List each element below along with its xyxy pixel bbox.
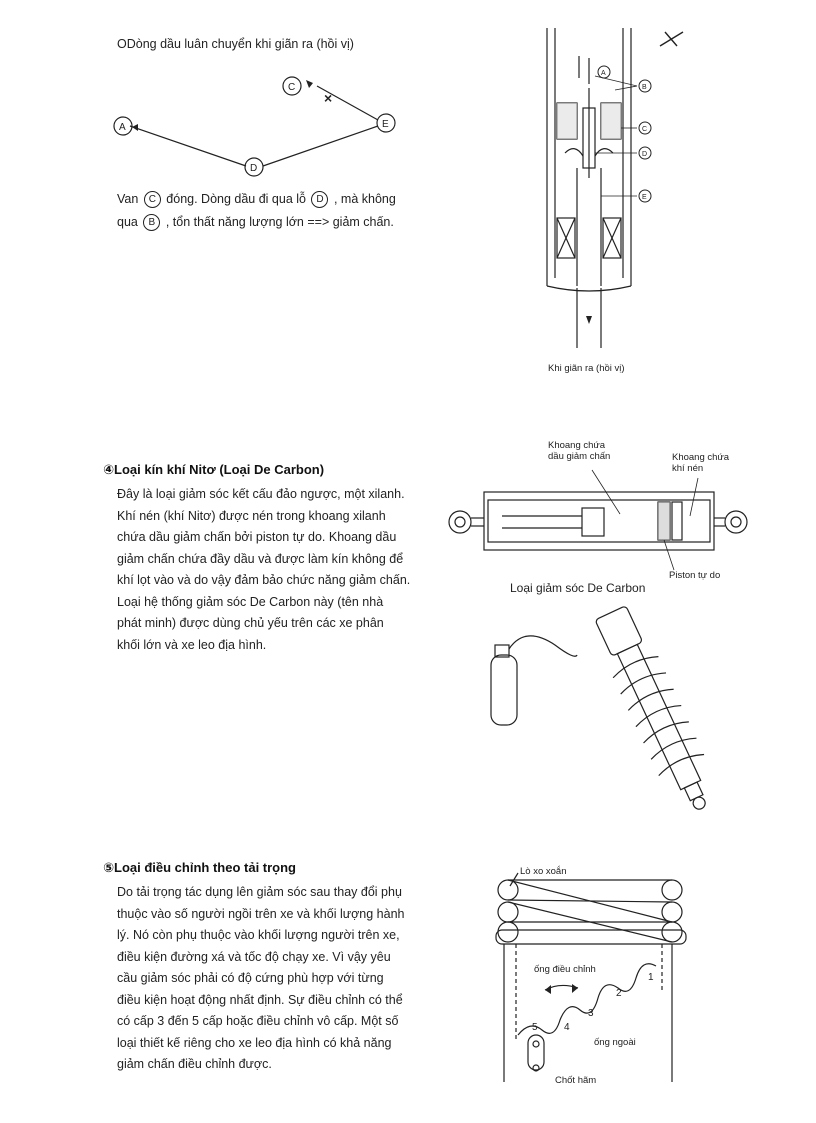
section-5-heading: ⑤Loại điều chỉnh theo tải trọng	[103, 860, 297, 875]
section-5-body	[117, 882, 437, 1076]
adjust-step-3: 3	[588, 1008, 594, 1019]
part-label-b: B	[642, 84, 647, 91]
rebound-title: ODòng dầu luân chuyển khi giãn ra (hồi vị)	[117, 37, 354, 51]
part-label-c: C	[642, 126, 648, 133]
section-4-line: Loại hệ thống giảm sóc De Carbon này (tên nhà	[117, 594, 384, 609]
section-4-line: Đây là loại giảm sóc kết cấu đảo ngược, một xilanh.	[117, 487, 405, 501]
section-4-line: phát minh) được dùng chủ yếu trên các xe phân	[117, 616, 384, 630]
section-5-line: điều kiện hoạt động nhất định. Sự điều chỉnh có thể	[117, 992, 403, 1007]
adjust-step-5: 5	[532, 1022, 538, 1033]
rebound-desc-line1: Van C đóng. Dòng dầu đi qua lỗ D , mà không	[117, 188, 417, 211]
label-lock-pin: Chốt hãm	[555, 1075, 597, 1086]
label-gas-chamber: Khoang chứa khí nén	[672, 452, 730, 474]
part-b-badge: B	[143, 214, 160, 231]
adjust-step-4: 4	[564, 1022, 570, 1033]
decarbon-caption: Loại giảm sóc De Carbon	[510, 581, 646, 595]
adjust-step-2: 2	[616, 988, 622, 999]
rebound-desc-line2: qua B , tổn thất năng lượng lớn ==> giảm chấn.	[117, 211, 417, 234]
section-5-line: loại thiết kế riêng cho xe leo địa hình có khả năng	[117, 1035, 392, 1050]
part-label-a: A	[601, 70, 606, 77]
coilover-illustration	[485, 615, 715, 830]
part-label-d: D	[642, 151, 648, 158]
flow-label-a: A	[119, 122, 126, 133]
section-4-line: khối lớn và xe leo địa hình.	[117, 637, 267, 652]
hole-d-badge: D	[311, 191, 328, 208]
section-5-line: thuộc vào số người ngồi trên xe và khối lượng hành	[117, 906, 405, 921]
section-4-heading: ④Loại kín khí Nitơ (Loại De Carbon)	[103, 462, 325, 477]
flow-diagram	[110, 70, 410, 190]
label-coil-spring: Lò xo xoắn	[520, 866, 567, 877]
section-5-line: Do tải trọng tác dụng lên giảm sóc sau thay đổi phụ	[117, 885, 402, 899]
section-4-line: Khí nén (khí Nitơ) được nén trong khoang xilanh	[117, 508, 386, 523]
section-5-line: có cấp 3 đến 5 cấp hoặc điều chỉnh vô cấp. Một số	[117, 1014, 399, 1028]
label-adjust-tube: ống điều chỉnh	[534, 964, 596, 975]
section-4-line: khí lọt vào và do vậy đảm bảo chức năng giảm chấn.	[117, 573, 411, 587]
label-outer-tube: ống ngoài	[594, 1037, 636, 1048]
svg-text:×: ×	[324, 90, 333, 106]
section-5-line: giảm chấn điều chỉnh được.	[117, 1057, 272, 1071]
section-5-line: cầu giảm sóc phải có độ cứng phù hợp với từng	[117, 971, 384, 985]
decarbon-shock-figure	[442, 470, 752, 570]
rebound-desc	[117, 188, 417, 233]
adjust-step-1: 1	[648, 972, 654, 983]
section-4-body	[117, 484, 427, 656]
label-oil-chamber: Khoang chứa dầu giảm chấn	[548, 440, 611, 462]
adjustable-shock-figure	[490, 870, 700, 1090]
part-label-e: E	[642, 194, 647, 201]
section-4-line: chứa dầu giảm chấn bởi piston tự do. Khoang dầu	[117, 530, 397, 544]
flow-label-c: C	[288, 82, 296, 93]
section-5-line: điều kiện đường xá và tốc độ chạy xe. Vì vậy yêu	[117, 949, 391, 964]
section-4-line: giảm chấn chứa đầy dầu và được làm kín không để	[117, 551, 404, 566]
valve-c-badge: C	[144, 191, 161, 208]
flow-label-d: D	[250, 163, 258, 174]
section-5-line: lý. Nó còn phụ thuộc vào khối lượng người trên xe,	[117, 928, 400, 942]
flow-label-e: E	[382, 119, 389, 130]
rebound-caption: Khi giãn ra (hồi vị)	[548, 363, 625, 374]
label-free-piston: Piston tự do	[669, 570, 721, 581]
rebound-shock-figure	[535, 28, 675, 358]
